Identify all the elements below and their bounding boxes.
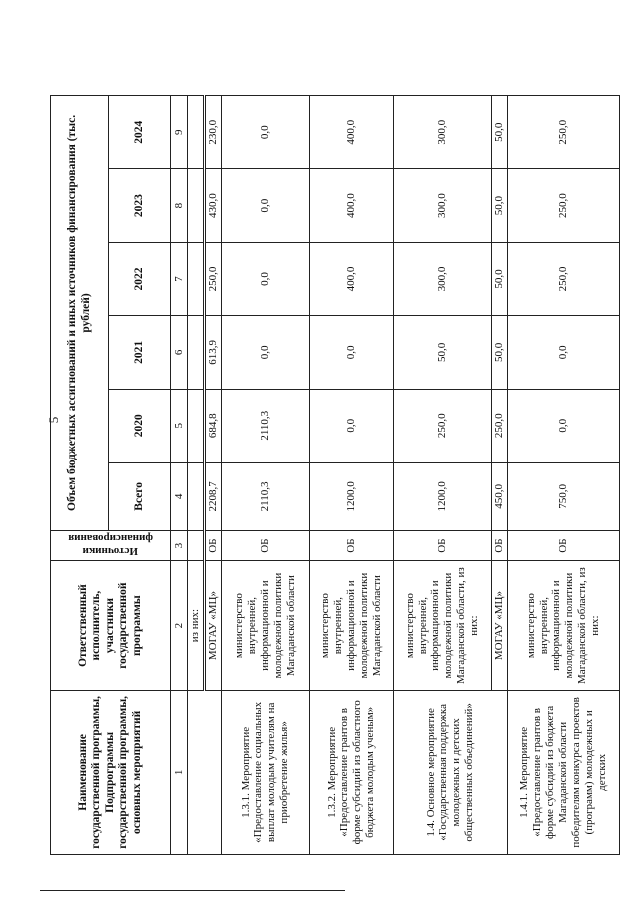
table-row [507,96,619,855]
header-volume: Объем бюджетных ассигнований и иных источников финансирования (тыс. рублей) [51,96,109,531]
row-value: 0,0 [309,389,393,462]
row-value: 250,0 [204,242,221,315]
row-name: 1.4. Основное мероприятие «Государственная поддержка молодежных и детских общественных объединений» [393,690,507,854]
row-value: 230,0 [204,96,221,169]
header-year-2021: 2021 [109,316,171,389]
row-value: 50,0 [491,169,507,242]
index-cell: 7 [171,242,188,315]
row-value: 300,0 [393,242,491,315]
footer-rule [40,890,345,891]
row-value: 2110,3 [221,389,309,462]
table-row [221,96,309,855]
header-total: Всего [109,462,171,530]
header-year-2023: 2023 [109,169,171,242]
index-cell: 4 [171,462,188,530]
header-source [51,530,171,561]
row-value: 50,0 [491,316,507,389]
header-year-2020: 2020 [109,389,171,462]
row-name: 1.3.2. Мероприятие «Предоставление грантов в форме субсидий из областного бюджета молодым ученым» [309,690,393,854]
row-value: 0,0 [221,169,309,242]
row-name: 1.3.1. Мероприятие «Предоставление социальных выплат молодым учителям на приобретение жилья» [221,690,309,854]
row-source: ОБ [393,530,491,561]
header-source-text: Источники финансирования [68,532,153,558]
row-value: 250,0 [507,96,619,169]
row-value [188,462,205,530]
row-value: 0,0 [507,316,619,389]
row-value: 2110,3 [221,462,309,530]
row-executor: МОГАУ «МЦ» [491,561,507,690]
row-value: 1200,0 [393,462,491,530]
index-cell: 3 [171,530,188,561]
row-value: 0,0 [221,316,309,389]
index-cell: 2 [171,561,188,690]
row-value: 300,0 [393,96,491,169]
row-executor: министерство внутренней, информационной и молодежной политики Магаданской области, из них: [507,561,619,690]
financing-table [50,95,620,855]
table-row [393,96,491,855]
row-value [188,96,205,169]
row-executor: из них: [188,561,205,690]
row-value: 684,8 [204,389,221,462]
row-value: 2208,7 [204,462,221,530]
row-value: 0,0 [507,389,619,462]
row-value: 1200,0 [309,462,393,530]
row-value [188,242,205,315]
row-value: 450,0 [491,462,507,530]
row-value: 0,0 [221,242,309,315]
header-name: Наименование государственной программы, Подпрограммы государственной программы, основных мероприятий [51,690,171,854]
row-value: 250,0 [507,169,619,242]
row-value [188,389,205,462]
index-cell: 9 [171,96,188,169]
row-source: ОБ [491,530,507,561]
row-value: 750,0 [507,462,619,530]
row-value: 250,0 [507,242,619,315]
row-name [188,690,222,854]
header-year-2024: 2024 [109,96,171,169]
row-value: 50,0 [491,96,507,169]
row-value: 400,0 [309,242,393,315]
row-executor: министерство внутренней, информационной и молодежной политики Магаданской области [309,561,393,690]
row-source [188,530,205,561]
index-row [171,96,188,855]
row-value: 400,0 [309,96,393,169]
row-value: 613,9 [204,316,221,389]
header-year-2022: 2022 [109,242,171,315]
row-executor: министерство внутренней, информационной и молодежной политики Магаданской области [221,561,309,690]
row-value: 430,0 [204,169,221,242]
row-source: ОБ [221,530,309,561]
row-executor: министерство внутренней, информационной и молодежной политики Магаданской области, из них: [393,561,491,690]
table-row [309,96,393,855]
row-source: ОБ [204,530,221,561]
row-source: ОБ [309,530,393,561]
header-executor: Ответственный исполнитель, участники государственной программы [51,561,171,690]
row-value: 250,0 [491,389,507,462]
row-executor: МОГАУ «МЦ» [204,561,221,690]
row-value: 0,0 [221,96,309,169]
row-value: 400,0 [309,169,393,242]
row-name: 1.4.1. Мероприятие «Предоставление грантов в форме субсидий из бюджета Магаданской области победителям конкурса проектов (программ) молодежных и детских [507,690,619,854]
row-value: 300,0 [393,169,491,242]
row-value: 50,0 [491,242,507,315]
row-value [188,169,205,242]
index-cell: 1 [171,690,188,854]
row-value: 50,0 [393,316,491,389]
table-row [188,96,205,855]
row-value: 0,0 [309,316,393,389]
page-number: 5 [46,416,61,424]
row-value: 250,0 [393,389,491,462]
row-value [188,316,205,389]
index-cell: 8 [171,169,188,242]
row-source: ОБ [507,530,619,561]
index-cell: 6 [171,316,188,389]
index-cell: 5 [171,389,188,462]
rotated-table-container [50,95,608,855]
